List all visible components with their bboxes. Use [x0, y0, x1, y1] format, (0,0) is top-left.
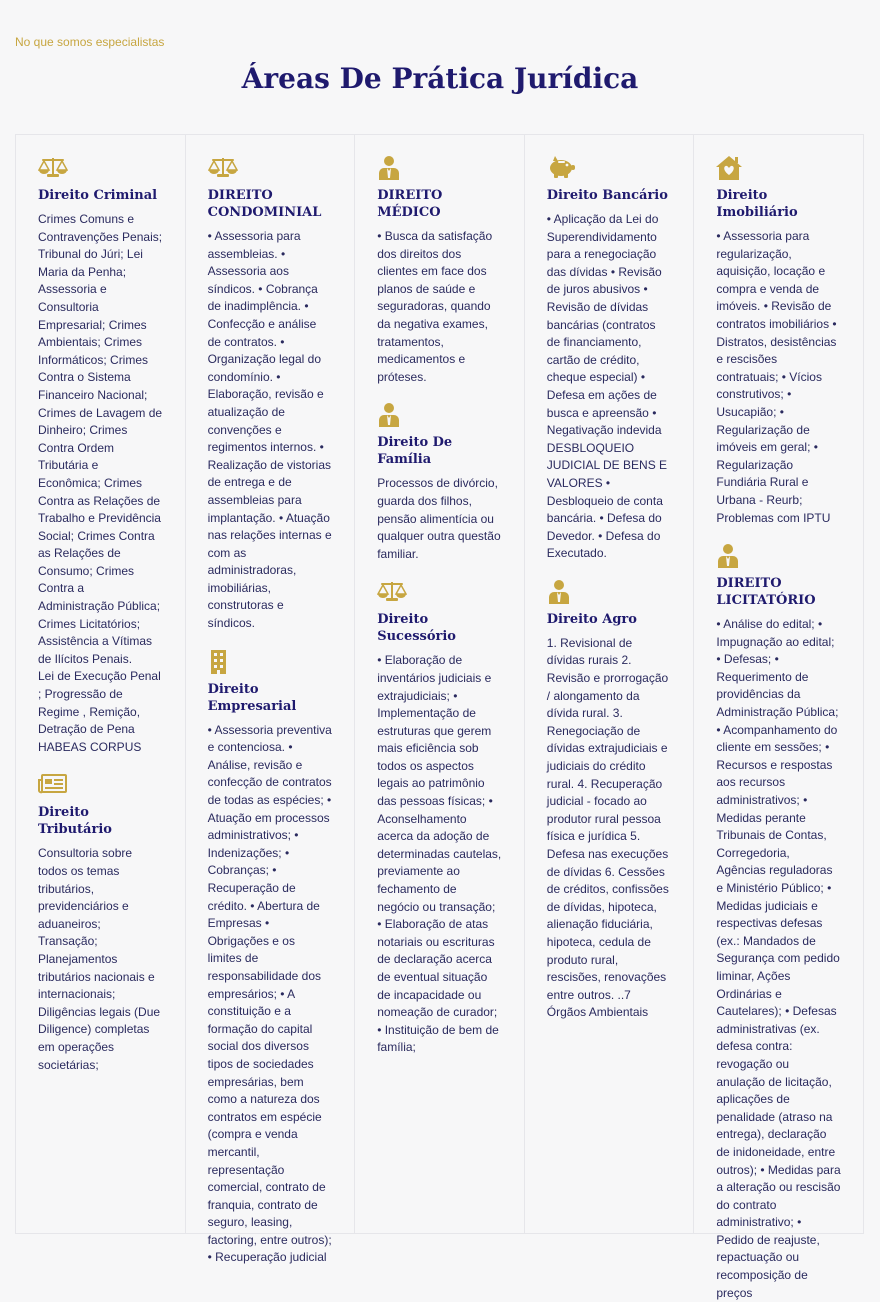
practice-area-title: DIREITO LICITATÓRIO — [716, 576, 816, 609]
person-icon — [377, 402, 407, 428]
section-eyebrow: No que somos especialistas — [15, 35, 165, 49]
practice-area-familia — [377, 402, 502, 563]
practice-area-title: Direito Tributário — [38, 805, 112, 838]
scales-icon — [208, 155, 238, 181]
practice-area-description: • Análise do edital; • Impugnação ao edital; • Defesas; • Requerimento de providências da Administração Pública; • Acompanhamento do cliente em sessões; • Recursos e respostas aos recursos administrativos; • Medidas perante Tribunais de Contas, Corregedoria, Agências reguladoras e Ministério Público; • Medidas judiciais e respectivas defesas (ex.: Mandados de Segurança com pedido liminar, Ações Ordinárias e Cautelares); • Defesas administrativas (ex. defesa contra: revogação ou anulação de licitação, aplicações de penalidade (atraso na entrega), declaração de inidoneidade, entre outros); • Medidas para a alteração ou rescisão do contrato administrativo; • Pedido de reajuste, repactuação ou recomposição de preços — [716, 617, 841, 1300]
column-2 — [186, 135, 356, 1265]
practice-area-empresarial — [208, 649, 333, 1267]
column-1 — [16, 135, 186, 1233]
practice-area-title: Direito Sucessório — [377, 612, 456, 645]
practice-area-title: DIREITO CONDOMINIAL — [207, 188, 322, 220]
practice-area-title: Direito Criminal — [38, 188, 158, 203]
practice-area-description: • Busca da satisfação dos direitos dos clientes em face dos planos de saúde e seguradoras, quando da negativa exames, tratamentos, medicamentos e próteses. — [377, 229, 493, 384]
piggy-bank-icon — [547, 155, 577, 181]
practice-area-description: Processos de divórcio, guarda dos filhos, pensão alimentícia ou qualquer outra questão familiar. — [377, 476, 501, 561]
practice-area-description: 1. Revisional de dívidas rurais 2. Revisão e prorrogação / alongamento da dívida rural. 3. Renegociação de dívidas extrajudiciais e judiciais do crédito rural. 4. Recuperação judicial - focado ao produtor rural pessoa física e jurídica 5. Defesa nas execuções de dívidas 6. Cessões de créditos, confissões de dívidas, hipoteca, alienação fiduciária, hipoteca, cedula de produto rural, rescisões, renovações entre outros. ..7 Órgãos Ambientais — [546, 635, 669, 1020]
practice-area-tributario — [38, 772, 163, 1074]
practice-area-title: DIREITO MÉDICO — [377, 188, 443, 220]
practice-area-description: • Assessoria para regularização, aquisição, locação e compra e venda de imóveis. • Revisão de contratos imobiliários • Distratos, desistências e rescisões contratuais; • Vícios construtivos; • Usucapião; • Regularização de imóveis em geral; • Regularização Fundiária Rural e Urbana - Reurb; Problemas com IPTU — [716, 229, 837, 525]
practice-areas-grid — [15, 134, 864, 1300]
practice-area-condominial — [208, 155, 333, 633]
practice-area-description: Crimes Comuns e Contravenções Penais; Tribunal do Júri; Lei Maria da Penha; Assessoria e Consultoria Empresarial; Crimes Ambientais; Crimes Informáticos; Crimes Contra o Sistema Financeiro Nacional; Crimes de Lavagem de Dinheiro; Crimes Contra Ordem Tributária e Econômica; Crimes Contra as Relações de Trabalho e Previdência Social; Crimes Contra as Relações de Consumo; Crimes Contra a Administração Pública; Crimes Licitatórios; Assistência a Vítimas de Ilícitos Penais. Lei de Execução Penal ; Progressão de Regime , Remição, Detração de Pena HABEAS CORPUS — [38, 212, 163, 754]
person-icon — [377, 155, 407, 181]
column-5 — [694, 135, 863, 1300]
column-4 — [525, 135, 695, 1233]
practice-area-description: • Assessoria para assembleias. • Assessoria aos síndicos. • Cobrança de inadimplência. • Confecção e análise de contratos. • Organização legal do condomínio. • Elaboração, revisão e atualização de convenções e regimentos internos. • Realização de vistorias de entrega e de assembleias para implantação. • Atuação nas relações internas e com as administradoras, imobiliárias, construtoras e síndicos. — [207, 229, 332, 631]
practice-area-description: • Aplicação da Lei do Superendividamento para a renegociação das dívidas • Revisão de juros abusivos • Revisão de dívidas bancárias (contratos de financiamento, cartão de crédito, cheque especial) • Defesa em ações de busca e apreensão • Negativação indevida DESBLOQUEIO JUDICIAL DE BENS E VALORES • Desbloqueio de conta bancária. • Defesa do Devedor. • Defesa do Executado. — [546, 212, 668, 561]
practice-area-criminal — [38, 155, 163, 756]
practice-area-title: Direito De Família — [377, 435, 453, 468]
practice-area-agro — [547, 579, 672, 1022]
practice-area-title: Direito Imobiliário — [716, 188, 798, 220]
practice-area-medico — [377, 155, 502, 386]
practice-area-imobiliario — [716, 155, 841, 527]
practice-area-licitatorio — [716, 543, 841, 1302]
practice-area-description: • Assessoria preventiva e contenciosa. • Análise, revisão e confecção de contratos de todas as espécies; • Atuação em processos administrativos; • Indenizações; • Cobranças; • Recuperação de crédito. • Abertura de Empresas • Obrigações e os limites de responsabilidade dos empresários; • A constituição e a formação do capital social dos diversos tipos de sociedades empresárias, bem como a natureza dos contratos em espécie (compra e venda mercantil, representação comercial, contrato de franquia, contrato de seguro, leasing, factoring, entre outros); • Recuperação judicial — [207, 722, 332, 1265]
practice-area-title: Direito Empresarial — [207, 681, 297, 714]
person-icon — [716, 543, 746, 569]
practice-area-description: • Elaboração de inventários judiciais e extrajudiciais; • Implementação de estruturas que gerem mais eficiência sob todos os aspectos legais ao patrimônio das pessoas físicas; • Aconselhamento acerca da adoção de determinadas cautelas, previamente ao fechamento de negócio ou transação; • Elaboração de atas notariais ou escrituras de declaração acerca de eventual situação de incapacidade ou nomeação de curador; • Instituição de bem de família; — [377, 653, 502, 1055]
house-icon — [716, 155, 746, 181]
column-3 — [355, 135, 525, 1233]
practice-area-title: Direito Agro — [546, 611, 637, 627]
newspaper-icon — [38, 772, 68, 798]
person-icon — [547, 579, 577, 605]
practice-area-sucessorio — [377, 579, 502, 1057]
scales-icon — [377, 579, 407, 605]
practice-area-title: Direito Bancário — [546, 188, 668, 203]
practice-area-description: Consultoria sobre todos os temas tributários, previdenciários e aduaneiros; Transação; Planejamentos tributários nacionais e internacionais; Diligências legais (Due Diligence) completas em operações societárias; — [38, 846, 161, 1072]
scales-icon — [38, 155, 68, 181]
page-title: Áreas De Prática Jurídica — [241, 62, 639, 95]
practice-area-bancario — [547, 155, 672, 563]
building-icon — [208, 649, 238, 675]
